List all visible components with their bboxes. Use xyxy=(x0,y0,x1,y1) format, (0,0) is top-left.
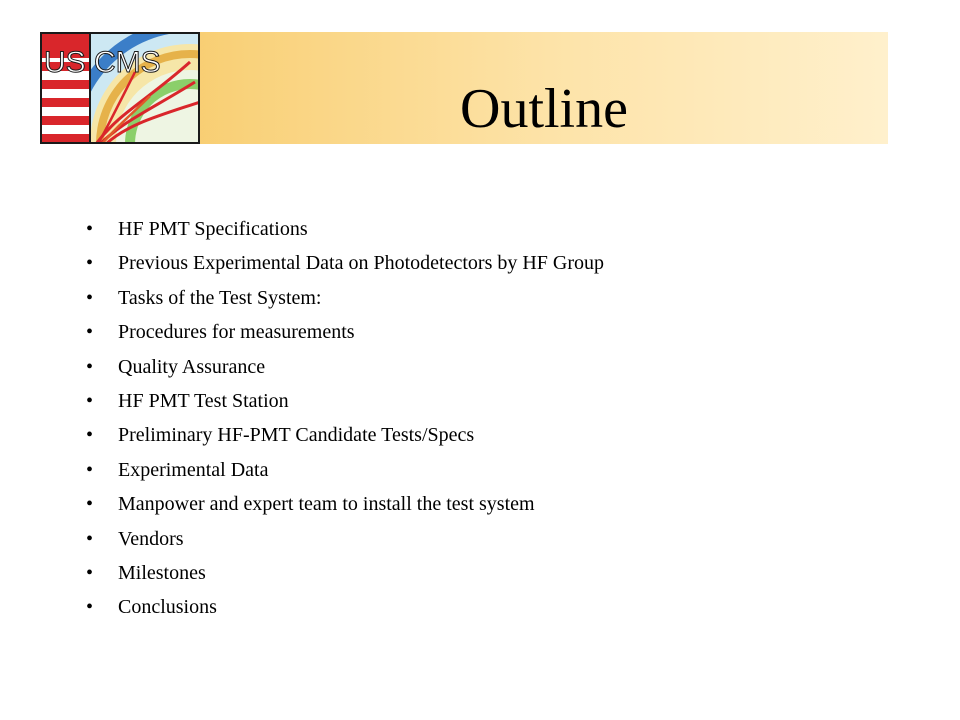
outline-item xyxy=(86,246,906,280)
outline-item-text: Manpower and expert team to install the test system xyxy=(118,493,535,516)
uscms-logo-icon xyxy=(40,32,200,144)
outline-item xyxy=(86,350,906,384)
outline-item xyxy=(86,315,906,349)
bullet-icon: • xyxy=(86,286,94,309)
outline-item xyxy=(86,453,906,487)
bullet-icon: • xyxy=(86,389,94,412)
bullet-icon: • xyxy=(86,493,94,516)
outline-item-text: Vendors xyxy=(118,527,184,550)
outline-item xyxy=(86,522,906,556)
outline-item-text: HF PMT Specifications xyxy=(118,218,308,240)
bullet-icon: • xyxy=(86,527,94,550)
bullet-icon: • xyxy=(86,458,94,481)
logo-text-us: US xyxy=(44,46,86,79)
bullet-icon: • xyxy=(86,252,94,275)
bullet-icon: • xyxy=(86,355,94,378)
outline-item-text: Tasks of the Test System: xyxy=(118,286,322,309)
outline-item-text: Conclusions xyxy=(118,596,217,619)
outline-item xyxy=(86,590,906,624)
bullet-icon: • xyxy=(86,596,94,619)
outline-item xyxy=(86,556,906,590)
outline-list xyxy=(86,212,906,625)
outline-item-text: Quality Assurance xyxy=(118,355,266,378)
outline-item xyxy=(86,384,906,418)
outline-item xyxy=(86,487,906,521)
outline-item-text: Previous Experimental Data on Photodetectors by HF Group xyxy=(118,252,605,275)
bullet-icon: • xyxy=(86,321,94,344)
bullet-icon: • xyxy=(86,561,94,584)
outline-item-text: Experimental Data xyxy=(118,458,269,481)
outline-item-text: Preliminary HF-PMT Candidate Tests/Specs xyxy=(118,424,475,447)
bullet-icon: • xyxy=(86,218,94,240)
slide-title: Outline xyxy=(460,78,628,140)
outline-item xyxy=(86,418,906,452)
outline-item xyxy=(86,212,906,246)
outline-item-text: Procedures for measurements xyxy=(118,321,355,344)
bullet-icon: • xyxy=(86,424,94,447)
outline-item-text: Milestones xyxy=(118,561,206,584)
outline-item xyxy=(86,281,906,315)
logo-text-cms: CMS xyxy=(94,46,161,79)
outline-item-text: HF PMT Test Station xyxy=(118,389,289,412)
